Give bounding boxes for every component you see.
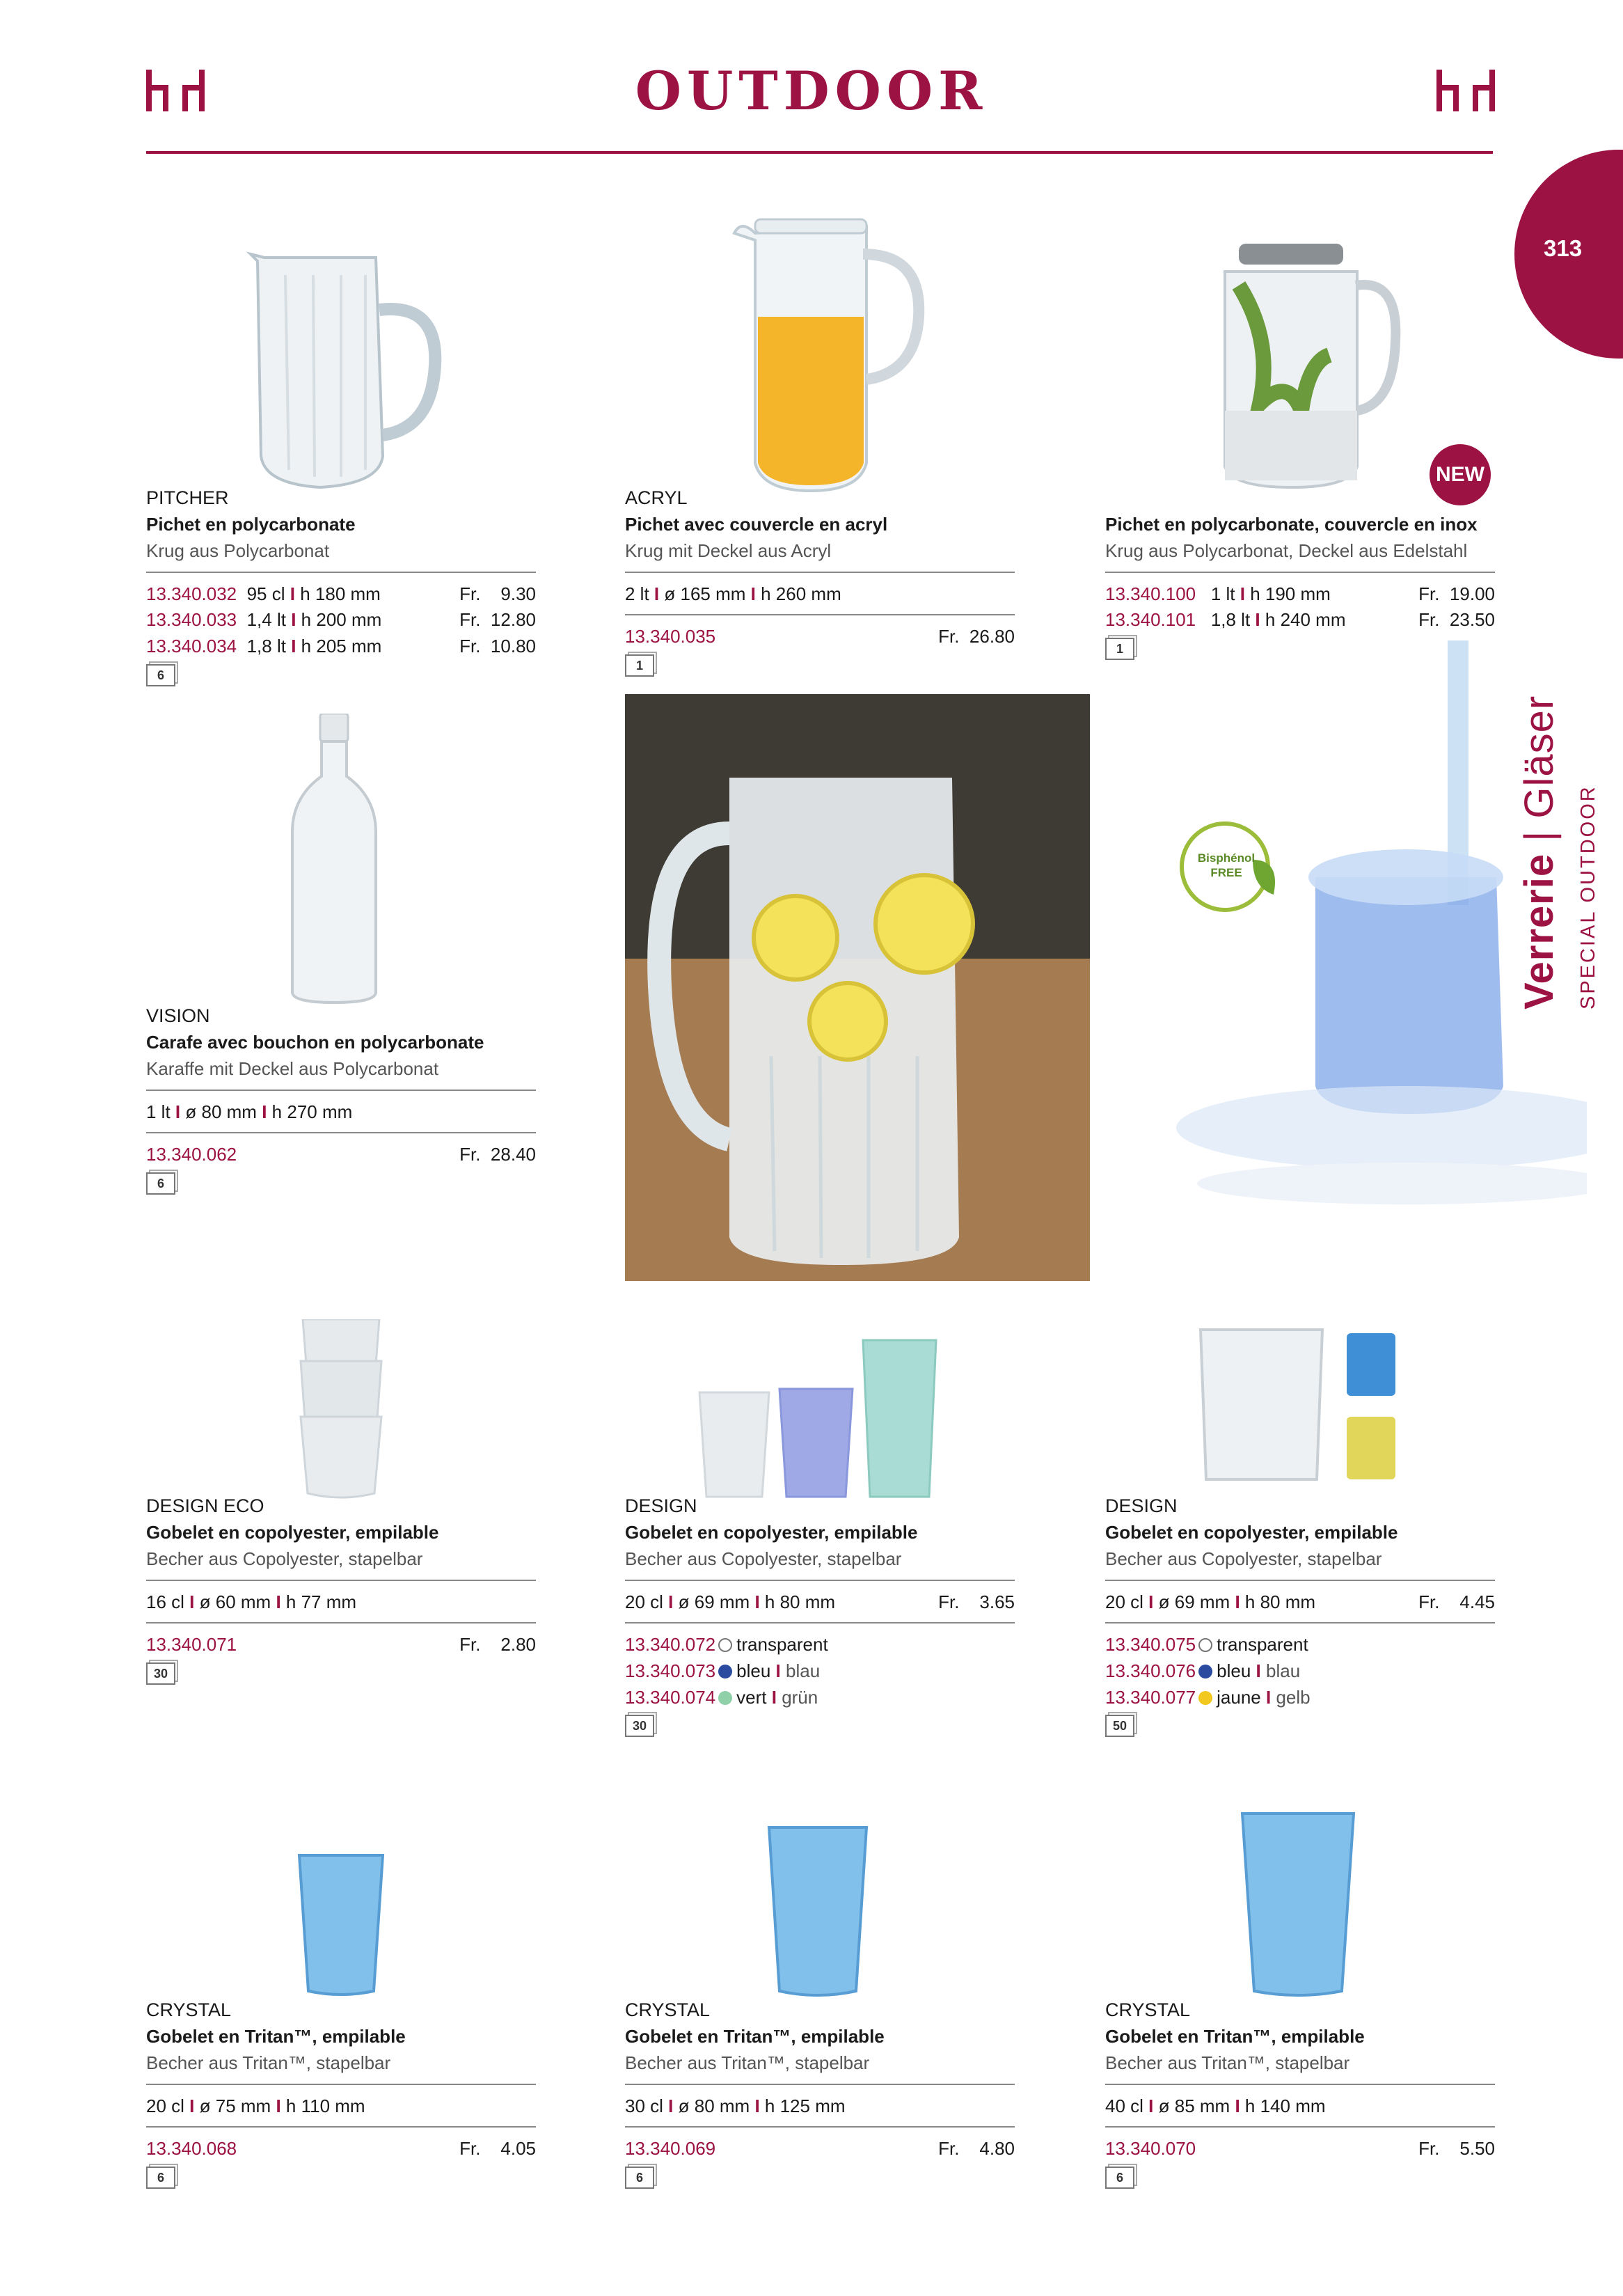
product-crystal-40cl: CRYSTAL Gobelet en Tritan™, empilable Becher aus Tritan™, stapelbar 40 cl I ø 85 mm I h 140 mm 13.340.070 Fr. 5.50 6: [1105, 1997, 1495, 2189]
pitcher-image: [237, 247, 445, 498]
blue-dot-icon: [1198, 1665, 1212, 1678]
section-side-title: Verrerie | Gläser: [1517, 695, 1562, 1009]
divider: [146, 2084, 536, 2085]
product-design-colors-2: DESIGN Gobelet en copolyester, empilable Becher aus Copolyester, stapelbar 20 cl I ø 69 mm I h 80 mm Fr. 4.45 13.340.075 transparent 13.340.076 bleu I blau 13.340.077 jaune I gelb 50: [1105, 1493, 1495, 1738]
divider: [625, 2126, 1015, 2128]
divider: [146, 1090, 536, 1091]
pack-quantity-badge: 6: [625, 2167, 654, 2189]
pack-quantity-badge: 6: [146, 664, 175, 686]
pack-quantity-badge: 6: [1105, 2167, 1134, 2189]
pack-quantity-badge: 6: [146, 2167, 175, 2189]
product-design-colors: DESIGN Gobelet en copolyester, empilable Becher aus Copolyester, stapelbar 20 cl I ø 69 mm I h 80 mm Fr. 3.65 13.340.072 transparent 13.340.073 bleu I blau 13.340.074 vert I grün 30: [625, 1493, 1015, 1738]
dimensions: 20 cl I ø 75 mm I h 110 mm: [146, 2095, 365, 2116]
divider: [625, 1622, 1015, 1623]
divider: [146, 1580, 536, 1581]
transparent-dot-icon: [718, 1638, 732, 1652]
lifestyle-photo: [625, 694, 1090, 1281]
pack-quantity-badge: 1: [1105, 638, 1134, 660]
page-title: OUTDOOR: [635, 60, 988, 122]
divider: [625, 614, 1015, 615]
bisphenol-free-text: Bisphénol FREE: [1197, 851, 1256, 880]
section-side-subtitle: SPECIAL OUTDOOR: [1577, 785, 1599, 1009]
divider: [1105, 2084, 1495, 2085]
variant-row: 13.340.075 transparent: [1105, 1634, 1308, 1656]
table-row: 13.340.034 1,8 lt I h 205 mm Fr. 10.80: [146, 635, 536, 656]
design-cups-image: [692, 1337, 943, 1504]
dimensions: 2 lt I ø 165 mm I h 260 mm: [625, 583, 841, 604]
carafe-image: [278, 714, 390, 1006]
product-crystal-30cl: CRYSTAL Gobelet en Tritan™, empilable Becher aus Tritan™, stapelbar 30 cl I ø 80 mm I h 125 mm 13.340.069 Fr. 4.80 6: [625, 1997, 1015, 2189]
divider: [146, 1622, 536, 1623]
table-row: 13.340.071 Fr. 2.80: [146, 1634, 536, 1656]
divider: [1105, 1622, 1495, 1623]
product-pitcher: PITCHER Pichet en polycarbonate Krug aus Polycarbonat 13.340.032 95 cl I h 180 mm Fr. 9.30 13.340.033 1,4 lt I h 200 mm Fr. 12.80 13.340.034 1,8 lt I h 205 mm Fr. 10.80 6: [146, 485, 536, 687]
table-row: 13.340.070 Fr. 5.50: [1105, 2138, 1495, 2160]
dimensions: 30 cl I ø 80 mm I h 125 mm: [625, 2095, 846, 2116]
pack-quantity-badge: 30: [625, 1715, 654, 1737]
variant-row: 13.340.072 transparent: [625, 1634, 828, 1656]
table-row: 13.340.101 1,8 lt I h 240 mm Fr. 23.50: [1105, 609, 1495, 631]
variant-row: 13.340.074 vert I grün: [625, 1686, 818, 1708]
steel-lid-pitcher-image: [1197, 237, 1406, 494]
variant-row: 13.340.077 jaune I gelb: [1105, 1686, 1311, 1708]
table-row: 13.340.032 95 cl I h 180 mm Fr. 9.30: [146, 583, 536, 604]
dimensions: 40 cl I ø 85 mm I h 140 mm: [1105, 2095, 1326, 2116]
dimensions: 20 cl I ø 69 mm I h 80 mm Fr. 3.65: [625, 1591, 1015, 1612]
product-acryl: ACRYL Pichet avec couvercle en acryl Krug mit Deckel aus Acryl 2 lt I ø 165 mm I h 260 mm 13.340.035 Fr. 26.80 1: [625, 485, 1015, 677]
pack-quantity-badge: 1: [625, 654, 654, 677]
table-row: 13.340.062 Fr. 28.40: [146, 1144, 536, 1165]
divider: [146, 1132, 536, 1133]
design-cups-colored-image: [1197, 1326, 1406, 1486]
divider: [1105, 572, 1495, 573]
variant-row: 13.340.076 bleu I blau: [1105, 1660, 1301, 1681]
pack-quantity-badge: 50: [1105, 1715, 1134, 1737]
divider: [625, 572, 1015, 573]
variant-row: 13.340.073 bleu I blau: [625, 1660, 821, 1681]
dimensions: 16 cl I ø 60 mm I h 77 mm: [146, 1591, 357, 1612]
acryl-pitcher-image: [727, 212, 950, 498]
divider: [1105, 2126, 1495, 2128]
dimensions: 1 lt I ø 80 mm I h 270 mm: [146, 1101, 353, 1122]
green-dot-icon: [718, 1691, 732, 1705]
table-row: 13.340.033 1,4 lt I h 200 mm Fr. 12.80: [146, 609, 536, 631]
product-design-eco: DESIGN ECO Gobelet en copolyester, empilable Becher aus Copolyester, stapelbar 16 cl I ø 60 mm I h 77 mm 13.340.071 Fr. 2.80 30: [146, 1493, 536, 1685]
pack-quantity-badge: 30: [146, 1662, 175, 1685]
product-vision: VISION Carafe avec bouchon en polycarbonate Karaffe mit Deckel aus Polycarbonat 1 lt I ø 80 mm I h 270 mm 13.340.062 Fr. 28.40 6: [146, 1002, 536, 1195]
divider: [1105, 1580, 1495, 1581]
table-row: 13.340.069 Fr. 4.80: [625, 2138, 1015, 2160]
page-number: 313: [1544, 235, 1583, 261]
divider: [625, 1580, 1015, 1581]
table-row: 13.340.068 Fr. 4.05: [146, 2138, 536, 2160]
dimensions: 20 cl I ø 69 mm I h 80 mm Fr. 4.45: [1105, 1591, 1495, 1612]
divider: [625, 2084, 1015, 2085]
product-steel-lid-pitcher: Pichet en polycarbonate, couvercle en inox Krug aus Polycarbonat, Deckel aus Edelstahl 13.340.100 1 lt I h 190 mm Fr. 19.00 13.340.101 1,8 lt I h 240 mm Fr. 23.50 1: [1105, 485, 1495, 661]
pack-quantity-badge: 6: [146, 1172, 175, 1195]
blue-dot-icon: [718, 1665, 732, 1678]
divider: [146, 572, 536, 573]
crystal-30cl-image: [766, 1824, 870, 1998]
table-row: 13.340.100 1 lt I h 190 mm Fr. 19.00: [1105, 583, 1495, 604]
transparent-dot-icon: [1198, 1638, 1212, 1652]
yellow-dot-icon: [1198, 1691, 1212, 1705]
table-row: 13.340.035 Fr. 26.80: [625, 626, 1015, 647]
divider: [146, 2126, 536, 2128]
header-rule: [146, 151, 1493, 154]
crystal-40cl-image: [1239, 1810, 1357, 1998]
splash-glass-image: [1107, 640, 1587, 1211]
crystal-20cl-image: [296, 1852, 386, 1998]
design-eco-cups-image: [292, 1319, 390, 1500]
brand-logo-right: [1436, 70, 1496, 113]
product-crystal-20cl: CRYSTAL Gobelet en Tritan™, empilable Becher aus Tritan™, stapelbar 20 cl I ø 75 mm I h 110 mm 13.340.068 Fr. 4.05 6: [146, 1997, 536, 2189]
new-badge: NEW: [1430, 444, 1491, 505]
